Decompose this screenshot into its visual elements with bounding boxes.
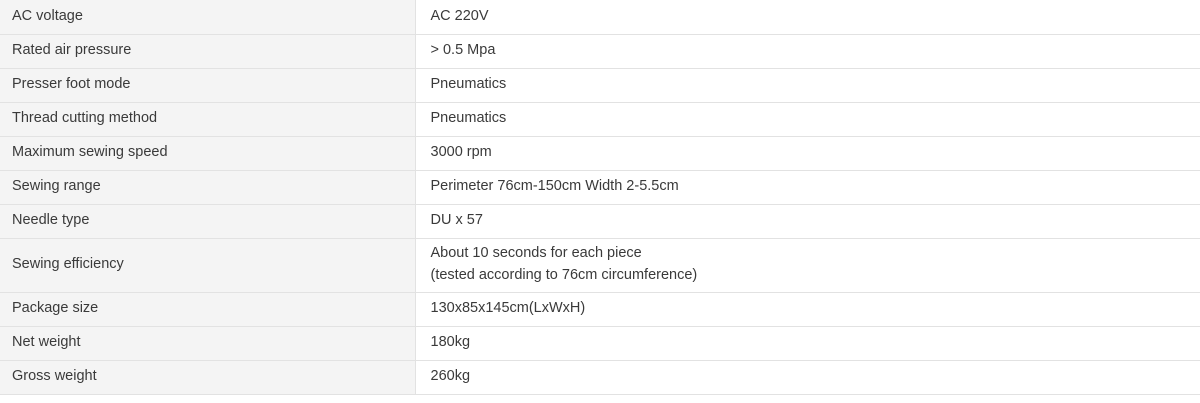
spec-label: Sewing efficiency <box>0 238 415 292</box>
spec-label: Presser foot mode <box>0 68 415 102</box>
table-row <box>0 102 1200 136</box>
table-row <box>0 68 1200 102</box>
spec-label: Needle type <box>0 204 415 238</box>
spec-value: 180kg <box>415 326 1200 360</box>
spec-label: Maximum sewing speed <box>0 136 415 170</box>
spec-label: Sewing range <box>0 170 415 204</box>
spec-label: Gross weight <box>0 360 415 394</box>
table-row <box>0 326 1200 360</box>
spec-value: Perimeter 76cm-150cm Width 2-5.5cm <box>415 170 1200 204</box>
spec-label: Thread cutting method <box>0 102 415 136</box>
spec-label: Rated air pressure <box>0 34 415 68</box>
spec-value: Pneumatics <box>415 102 1200 136</box>
spec-value: 3000 rpm <box>415 136 1200 170</box>
spec-label: Net weight <box>0 326 415 360</box>
table-row <box>0 136 1200 170</box>
table-row <box>0 204 1200 238</box>
spec-value-line-1: About 10 seconds for each piece <box>430 245 642 262</box>
spec-value-line-2: (tested according to 76cm circumference) <box>430 267 698 283</box>
spec-value <box>415 238 1200 292</box>
table-row <box>0 0 1200 34</box>
spec-value: Pneumatics <box>415 68 1200 102</box>
table-row <box>0 238 1200 292</box>
spec-value: AC 220V <box>415 0 1200 34</box>
table-row <box>0 34 1200 68</box>
table-row <box>0 292 1200 326</box>
spec-value: DU x 57 <box>415 204 1200 238</box>
spec-label: Package size <box>0 292 415 326</box>
spec-value: 130x85x145cm(LxWxH) <box>415 292 1200 326</box>
table-row <box>0 170 1200 204</box>
spec-value: > 0.5 Mpa <box>415 34 1200 68</box>
table-row <box>0 360 1200 394</box>
spec-value: 260kg <box>415 360 1200 394</box>
spec-label: AC voltage <box>0 0 415 34</box>
